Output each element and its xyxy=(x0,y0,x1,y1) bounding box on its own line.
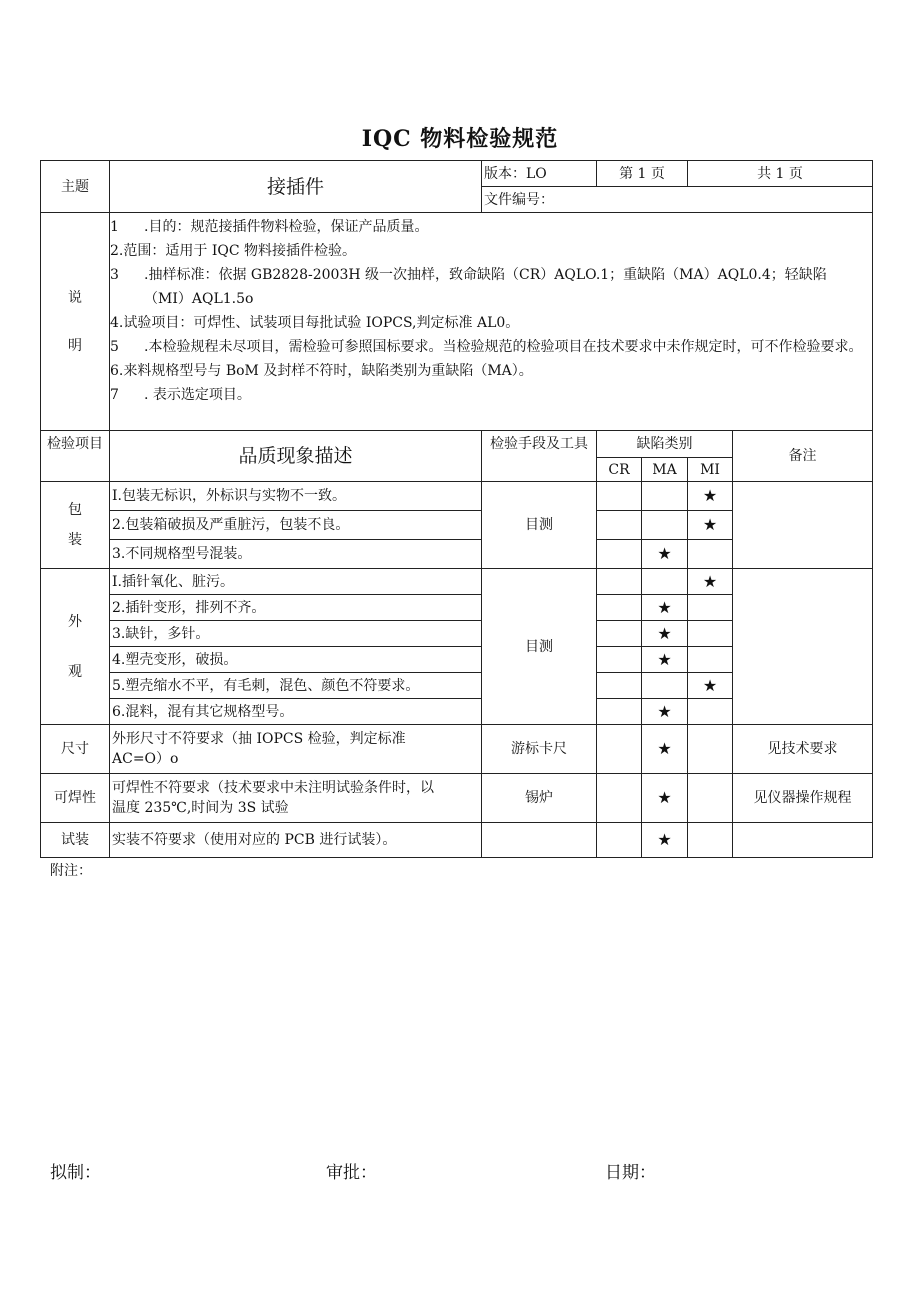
approver-label: 审批： xyxy=(326,1163,377,1183)
mi-cell xyxy=(688,540,733,569)
mi-cell xyxy=(688,595,733,621)
drafter-label: 拟制： xyxy=(50,1163,101,1183)
ma-star: ★ xyxy=(642,725,688,774)
ma-cell xyxy=(642,569,688,595)
ma-star: ★ xyxy=(642,647,688,673)
table-row xyxy=(41,774,873,823)
appendix-note: 附注： xyxy=(50,863,92,879)
ma-star: ★ xyxy=(642,595,688,621)
ma-cell xyxy=(642,511,688,540)
mi-cell xyxy=(688,621,733,647)
tool-cell: 锡炉 xyxy=(482,774,597,823)
col-header-item: 检验项目 xyxy=(41,431,110,482)
explain-item: 7 . 表示选定项目。 xyxy=(110,387,251,403)
mi-cell xyxy=(688,823,733,858)
explain-label: 说 明 xyxy=(41,213,110,431)
defect-desc: 3.缺针，多针。 xyxy=(110,621,482,647)
explain-item: 4 .试验项目：可焊性、试装项目每批试验 IOPCS,判定标准 AL0。 xyxy=(110,315,520,331)
ma-cell xyxy=(642,482,688,511)
mi-cell xyxy=(688,725,733,774)
document-title: IQC 物料检验规范 xyxy=(361,126,559,152)
ma-star: ★ xyxy=(642,621,688,647)
group-label-size: 尺寸 xyxy=(41,725,110,774)
explain-item: 6 .来料规格型号与 BoM 及封样不符时，缺陷类别为重缺陷（MA）。 xyxy=(110,363,533,379)
table-row xyxy=(41,725,873,774)
remark-cell xyxy=(733,569,873,725)
defect-desc: 外形尺寸不符要求（抽 IOPCS 检验，判定标准 AC=O）o xyxy=(110,725,482,774)
col-header-remark: 备注 xyxy=(733,431,873,482)
col-header-desc: 品质现象描述 xyxy=(110,431,482,482)
remark-cell xyxy=(733,823,873,858)
remark-cell: 见仪器操作规程 xyxy=(733,774,873,823)
ma-cell xyxy=(642,673,688,699)
cr-cell xyxy=(597,595,642,621)
col-header-defect: 缺陷类别 xyxy=(597,431,733,458)
cr-cell xyxy=(597,540,642,569)
topic-value: 接插件 xyxy=(110,161,482,213)
col-header-mi: MI xyxy=(688,458,733,482)
explain-item: 3 .抽样标准：依据 GB2828-2003H 级一次抽样，致命缺陷（CR）AQLO.1；重缺陷（MA）AQL0.4；轻缺陷（MI）AQL1.5o xyxy=(110,267,827,307)
explain-content xyxy=(110,213,873,431)
mi-cell xyxy=(688,774,733,823)
mi-star: ★ xyxy=(688,569,733,595)
cr-cell xyxy=(597,725,642,774)
table-row xyxy=(41,569,873,595)
defect-desc: 2.包装箱破损及严重脏污，包装不良。 xyxy=(110,511,482,540)
date-label: 日期： xyxy=(605,1163,656,1183)
col-header-cr: CR xyxy=(597,458,642,482)
remark-cell xyxy=(733,482,873,569)
remark-cell: 见技术要求 xyxy=(733,725,873,774)
cr-cell xyxy=(597,647,642,673)
cr-cell xyxy=(597,699,642,725)
ma-star: ★ xyxy=(642,699,688,725)
mi-cell xyxy=(688,647,733,673)
mi-star: ★ xyxy=(688,511,733,540)
explain-item: 1 .目的：规范接插件物料检验，保证产品质量。 xyxy=(110,219,429,235)
cr-cell xyxy=(597,621,642,647)
cr-cell xyxy=(597,823,642,858)
defect-desc: 5.塑壳缩水不平，有毛刺，混色、颜色不符要求。 xyxy=(110,673,482,699)
group-label-weld: 可焊性 xyxy=(41,774,110,823)
defect-desc: 实装不符要求（使用对应的 PCB 进行试装）。 xyxy=(110,823,482,858)
group-label-pack: 包 装 xyxy=(41,482,110,569)
col-header-tool: 检验手段及工具 xyxy=(482,431,597,482)
cr-cell xyxy=(597,673,642,699)
defect-desc: 可焊性不符要求（技术要求中未注明试验条件时，以 温度 235℃,时间为 3S 试验 xyxy=(110,774,482,823)
mi-star: ★ xyxy=(688,482,733,511)
defect-desc: I.插针氧化、脏污。 xyxy=(110,569,482,595)
defect-desc: 6.混料，混有其它规格型号。 xyxy=(110,699,482,725)
page-total: 共 1 页 xyxy=(688,161,873,187)
tool-cell: 游标卡尺 xyxy=(482,725,597,774)
page-number: 第 1 页 xyxy=(597,161,688,187)
col-header-ma: MA xyxy=(642,458,688,482)
version-label: 版本：LO xyxy=(482,161,597,187)
explain-item: 2 .范围：适用于 IQC 物料接插件检验。 xyxy=(110,243,356,259)
table-row xyxy=(41,823,873,858)
ma-star: ★ xyxy=(642,823,688,858)
defect-desc: 4.塑壳变形，破损。 xyxy=(110,647,482,673)
defect-desc: 3.不同规格型号混装。 xyxy=(110,540,482,569)
ma-star: ★ xyxy=(642,774,688,823)
group-label-look: 外 观 xyxy=(41,569,110,725)
cr-cell xyxy=(597,774,642,823)
mi-cell xyxy=(688,699,733,725)
cr-cell xyxy=(597,482,642,511)
topic-label: 主题 xyxy=(41,161,110,213)
explain-item: 5 .本检验规程未尽项目，需检验可参照国标要求。当检验规范的检验项目在技术要求中未作规定时，可不作检验要求。 xyxy=(110,339,863,355)
file-number-label: 文件编号： xyxy=(482,187,873,213)
ma-star: ★ xyxy=(642,540,688,569)
defect-desc: I.包装无标识，外标识与实物不一致。 xyxy=(110,482,482,511)
tool-cell: 目测 xyxy=(482,482,597,569)
cr-cell xyxy=(597,511,642,540)
group-label-trial: 试装 xyxy=(41,823,110,858)
defect-desc: 2.插针变形，排列不齐。 xyxy=(110,595,482,621)
table-row xyxy=(41,482,873,511)
tool-cell: 目测 xyxy=(482,569,597,725)
mi-star: ★ xyxy=(688,673,733,699)
inspection-spec-table xyxy=(40,160,873,858)
tool-cell xyxy=(482,823,597,858)
cr-cell xyxy=(597,569,642,595)
